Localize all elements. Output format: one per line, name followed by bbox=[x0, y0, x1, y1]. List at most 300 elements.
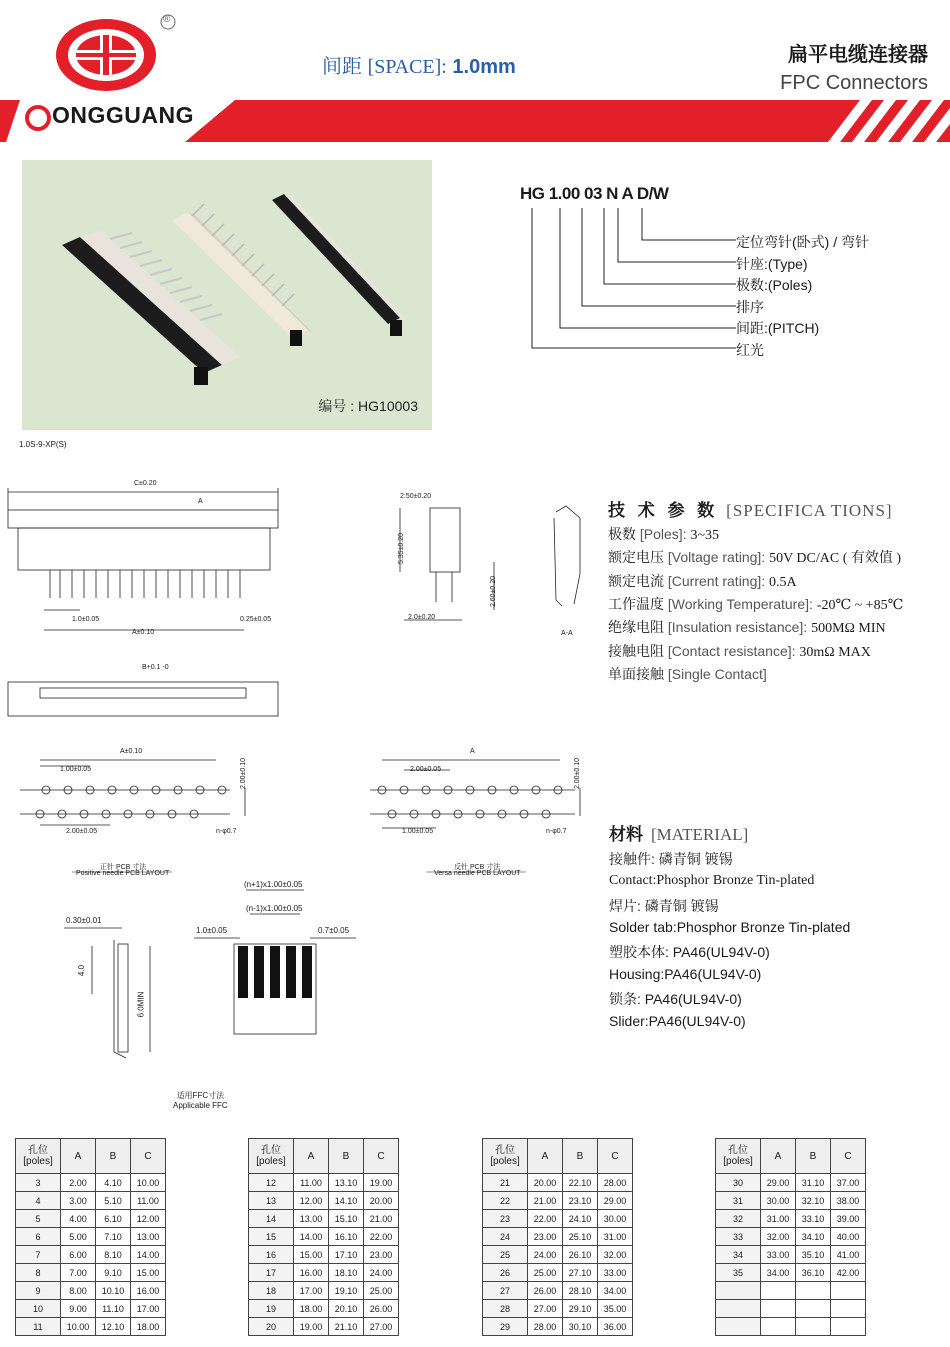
cell-poles: 11 bbox=[16, 1318, 61, 1336]
cell-poles bbox=[716, 1300, 761, 1318]
ffc-label-en: Applicable FFC bbox=[173, 1101, 228, 1110]
material-heading-en: [MATERIAL] bbox=[651, 825, 749, 844]
cell-value: 2.00 bbox=[61, 1174, 96, 1192]
table-row bbox=[483, 1300, 633, 1318]
cell-value: 19.10 bbox=[329, 1282, 364, 1300]
cell-value: 14.00 bbox=[131, 1246, 166, 1264]
table-row bbox=[249, 1318, 399, 1336]
cell-value: 12.10 bbox=[96, 1318, 131, 1336]
cell-value bbox=[831, 1318, 866, 1336]
cell-poles: 27 bbox=[483, 1282, 528, 1300]
header-b: B bbox=[563, 1139, 598, 1174]
dim-c: C±0.20 bbox=[134, 480, 157, 487]
pcb-rev-cn: 反针 PCB 寸法 bbox=[454, 864, 501, 871]
cell-poles: 18 bbox=[249, 1282, 294, 1300]
cell-value: 30.00 bbox=[761, 1192, 796, 1210]
model-tag: 1.0S-9-XP(S) bbox=[19, 440, 67, 449]
spec-en: [Poles]: bbox=[639, 526, 687, 542]
cell-value: 32.10 bbox=[796, 1192, 831, 1210]
cell-value: 26.00 bbox=[528, 1282, 563, 1300]
brand-name: ONGGUANG bbox=[52, 102, 194, 128]
cell-value: 18.00 bbox=[131, 1318, 166, 1336]
cell-poles: 14 bbox=[249, 1210, 294, 1228]
spec-row-contact-resistance bbox=[608, 641, 871, 661]
cell-value: 21.00 bbox=[364, 1210, 399, 1228]
spec-val: 500MΩ MIN bbox=[811, 621, 886, 636]
cell-poles: 16 bbox=[249, 1246, 294, 1264]
cell-value: 23.10 bbox=[563, 1192, 598, 1210]
pcb-rev-p1: 2.00±0.05 bbox=[410, 766, 442, 773]
cell-poles: 20 bbox=[249, 1318, 294, 1336]
cell-value: 20.10 bbox=[329, 1300, 364, 1318]
table-row bbox=[716, 1210, 866, 1228]
ffc-label bbox=[173, 1091, 228, 1111]
cell-value: 13.10 bbox=[329, 1174, 364, 1192]
material-heading-cn: 材料 bbox=[609, 825, 643, 844]
table-header-row bbox=[16, 1139, 166, 1174]
logo bbox=[56, 19, 156, 91]
cell-poles: 19 bbox=[249, 1300, 294, 1318]
cell-value: 19.00 bbox=[294, 1318, 329, 1336]
table-header-row bbox=[716, 1139, 866, 1174]
dim-side-lead: 2.60±0.20 bbox=[490, 575, 498, 608]
table-row bbox=[16, 1174, 166, 1192]
table-row bbox=[16, 1282, 166, 1300]
cell-value: 35.00 bbox=[598, 1300, 633, 1318]
table-row bbox=[249, 1300, 399, 1318]
table-row bbox=[716, 1300, 866, 1318]
cell-value bbox=[761, 1300, 796, 1318]
cell-value: 13.00 bbox=[294, 1210, 329, 1228]
cell-value: 9.00 bbox=[61, 1300, 96, 1318]
pcb-rev-en: Versa needle PCB LAYOUT bbox=[434, 870, 521, 877]
space-value: 1.0mm bbox=[452, 56, 516, 78]
spec-en: [Current rating]: bbox=[667, 573, 766, 589]
spec-cn: 额定电压 bbox=[608, 549, 664, 565]
ffc-w1: (n+1)x1.00±0.05 bbox=[244, 880, 303, 889]
pcb-rev-row: 2.00±0.10 bbox=[574, 757, 582, 790]
cell-value: 21.00 bbox=[528, 1192, 563, 1210]
cell-value: 26.10 bbox=[563, 1246, 598, 1264]
cell-poles: 29 bbox=[483, 1318, 528, 1336]
dim-side-base: 2.0±0.20 bbox=[408, 614, 436, 621]
cell-poles: 13 bbox=[249, 1192, 294, 1210]
cell-value: 29.00 bbox=[598, 1192, 633, 1210]
table-row bbox=[16, 1300, 166, 1318]
cell-poles bbox=[716, 1318, 761, 1336]
cell-value: 12.00 bbox=[294, 1192, 329, 1210]
cell-value: 5.00 bbox=[61, 1228, 96, 1246]
pn-label-0: 定位弯针(卧式) / 弯针 bbox=[736, 234, 869, 250]
cell-poles: 10 bbox=[16, 1300, 61, 1318]
cell-value bbox=[796, 1282, 831, 1300]
cell-value: 11.10 bbox=[96, 1300, 131, 1318]
cell-value: 17.00 bbox=[294, 1282, 329, 1300]
cell-value: 4.10 bbox=[96, 1174, 131, 1192]
table-row bbox=[16, 1210, 166, 1228]
table-row bbox=[716, 1228, 866, 1246]
cell-poles: 15 bbox=[249, 1228, 294, 1246]
cell-value: 10.00 bbox=[131, 1174, 166, 1192]
table-row bbox=[483, 1318, 633, 1336]
cell-poles: 31 bbox=[716, 1192, 761, 1210]
cell-value: 24.10 bbox=[563, 1210, 598, 1228]
cell-value: 28.00 bbox=[598, 1174, 633, 1192]
cell-value: 22.10 bbox=[563, 1174, 598, 1192]
dim-offset: 0.25±0.05 bbox=[240, 616, 272, 623]
dim-b: B+0.1 -0 bbox=[142, 664, 169, 671]
cell-value: 22.00 bbox=[528, 1210, 563, 1228]
table-row bbox=[716, 1192, 866, 1210]
header-poles: 孔位 [poles] bbox=[249, 1139, 294, 1174]
photo-caption: 编号 : HG10003 bbox=[318, 398, 418, 414]
cell-value: 7.10 bbox=[96, 1228, 131, 1246]
cell-value: 18.10 bbox=[329, 1264, 364, 1282]
cell-value: 15.00 bbox=[131, 1264, 166, 1282]
space-en: [SPACE]: bbox=[367, 56, 447, 78]
dim-a-mark: A bbox=[198, 498, 203, 505]
cell-poles: 3 bbox=[16, 1174, 61, 1192]
ffc-label-cn: 适用FFC寸法 bbox=[176, 1091, 225, 1100]
cell-value: 40.00 bbox=[831, 1228, 866, 1246]
cell-value: 42.00 bbox=[831, 1264, 866, 1282]
cell-value: 4.00 bbox=[61, 1210, 96, 1228]
material-row: Solder tab:Phosphor Bronze Tin-plated bbox=[609, 919, 851, 935]
cell-value: 25.00 bbox=[528, 1264, 563, 1282]
cell-poles: 6 bbox=[16, 1228, 61, 1246]
cell-value: 34.00 bbox=[761, 1264, 796, 1282]
spec-row-temperature bbox=[608, 594, 903, 614]
space-cn: 间距 bbox=[322, 56, 362, 78]
cell-value: 23.00 bbox=[364, 1246, 399, 1264]
ffc-h1: 4.0 bbox=[77, 964, 87, 977]
header-poles: 孔位 [poles] bbox=[483, 1139, 528, 1174]
material-row: Slider:PA46(UL94V-0) bbox=[609, 1013, 746, 1029]
cell-poles: 12 bbox=[249, 1174, 294, 1192]
cell-value: 17.10 bbox=[329, 1246, 364, 1264]
cell-poles: 30 bbox=[716, 1174, 761, 1192]
table-row bbox=[716, 1318, 866, 1336]
connector-illustration bbox=[22, 160, 432, 430]
material-row: 接触件: 磷青铜 镀锡 bbox=[609, 851, 733, 867]
table-row bbox=[483, 1282, 633, 1300]
cell-value: 16.00 bbox=[294, 1264, 329, 1282]
table-row bbox=[249, 1228, 399, 1246]
cell-poles: 21 bbox=[483, 1174, 528, 1192]
cell-value: 7.00 bbox=[61, 1264, 96, 1282]
cell-value: 32.00 bbox=[761, 1228, 796, 1246]
cell-value: 14.00 bbox=[294, 1228, 329, 1246]
header-c: C bbox=[364, 1139, 399, 1174]
header-c: C bbox=[831, 1139, 866, 1174]
cell-poles: 23 bbox=[483, 1210, 528, 1228]
spec-en: [Voltage rating]: bbox=[667, 549, 766, 565]
cell-value: 10.10 bbox=[96, 1282, 131, 1300]
table-header-row bbox=[249, 1139, 399, 1174]
spec-val: 3~35 bbox=[690, 528, 720, 543]
cell-value: 30.10 bbox=[563, 1318, 598, 1336]
spec-cn: 绝缘电阻 bbox=[608, 619, 664, 635]
cell-value: 28.00 bbox=[528, 1318, 563, 1336]
table-row bbox=[483, 1246, 633, 1264]
table-row bbox=[16, 1246, 166, 1264]
table-row bbox=[483, 1264, 633, 1282]
spec-cn: 工作温度 bbox=[608, 596, 664, 612]
spec-cn: 极数 bbox=[608, 526, 636, 542]
spec-row-poles bbox=[608, 524, 719, 544]
cell-poles: 24 bbox=[483, 1228, 528, 1246]
table-row bbox=[249, 1192, 399, 1210]
cell-value: 18.00 bbox=[294, 1300, 329, 1318]
header-poles: 孔位 [poles] bbox=[16, 1139, 61, 1174]
table-row bbox=[716, 1282, 866, 1300]
cell-value: 15.00 bbox=[294, 1246, 329, 1264]
cell-value: 14.10 bbox=[329, 1192, 364, 1210]
cell-value: 13.00 bbox=[131, 1228, 166, 1246]
cell-value: 20.00 bbox=[528, 1174, 563, 1192]
spec-cn: 接触电阻 bbox=[608, 643, 664, 659]
spec-cn: 额定电流 bbox=[608, 573, 664, 589]
cell-value: 31.10 bbox=[796, 1174, 831, 1192]
header-b: B bbox=[796, 1139, 831, 1174]
cell-value: 37.00 bbox=[831, 1174, 866, 1192]
cell-value: 11.00 bbox=[131, 1192, 166, 1210]
spec-en: [Insulation resistance]: bbox=[667, 619, 808, 635]
cell-value: 6.10 bbox=[96, 1210, 131, 1228]
cell-value: 39.00 bbox=[831, 1210, 866, 1228]
pcb-rev-p2: 1.00±0.05 bbox=[402, 828, 434, 835]
cell-value: 12.00 bbox=[131, 1210, 166, 1228]
page-title-cn: 扁平电缆连接器 bbox=[788, 44, 928, 66]
table-row bbox=[249, 1282, 399, 1300]
cell-value: 25.00 bbox=[364, 1282, 399, 1300]
cell-value: 11.00 bbox=[294, 1174, 329, 1192]
cell-value: 36.00 bbox=[598, 1318, 633, 1336]
cell-value bbox=[831, 1300, 866, 1318]
spec-row-single-contact bbox=[608, 664, 767, 684]
spec-heading bbox=[608, 496, 893, 521]
cell-value bbox=[796, 1300, 831, 1318]
cell-value: 20.00 bbox=[364, 1192, 399, 1210]
ffc-thickness: 0.30±0.01 bbox=[66, 916, 102, 925]
cell-poles: 28 bbox=[483, 1300, 528, 1318]
dim-pitch: 1.0±0.05 bbox=[72, 616, 100, 623]
header-c: C bbox=[598, 1139, 633, 1174]
table-row bbox=[249, 1210, 399, 1228]
cell-value: 27.10 bbox=[563, 1264, 598, 1282]
header-poles: 孔位 [poles] bbox=[716, 1139, 761, 1174]
pn-label-3: 排序 bbox=[736, 299, 764, 315]
cell-poles: 33 bbox=[716, 1228, 761, 1246]
cell-value: 16.00 bbox=[131, 1282, 166, 1300]
ffc-w2: (n-1)x1.00±0.05 bbox=[246, 904, 303, 913]
cell-poles: 8 bbox=[16, 1264, 61, 1282]
cell-value: 29.10 bbox=[563, 1300, 598, 1318]
cell-value: 3.00 bbox=[61, 1192, 96, 1210]
cell-poles: 26 bbox=[483, 1264, 528, 1282]
table-row bbox=[716, 1264, 866, 1282]
spec-en: [Contact resistance]: bbox=[667, 643, 796, 659]
cell-value: 17.00 bbox=[131, 1300, 166, 1318]
table-row bbox=[483, 1174, 633, 1192]
spec-row-current bbox=[608, 571, 797, 591]
material-heading bbox=[609, 820, 748, 845]
cell-value: 33.00 bbox=[598, 1264, 633, 1282]
table-row bbox=[16, 1318, 166, 1336]
section-label: A-A bbox=[561, 630, 573, 637]
cell-value: 16.10 bbox=[329, 1228, 364, 1246]
pole-table bbox=[482, 1138, 633, 1336]
header-a: A bbox=[761, 1139, 796, 1174]
pn-label-1: 针座:(Type) bbox=[736, 256, 808, 272]
material-row: 锁条: PA46(UL94V-0) bbox=[609, 991, 742, 1007]
cell-value: 38.00 bbox=[831, 1192, 866, 1210]
cell-value: 34.00 bbox=[598, 1282, 633, 1300]
dim-side-height: 5.35±0.20 bbox=[398, 532, 406, 565]
spacing-line bbox=[322, 50, 516, 79]
part-number-leaders bbox=[520, 200, 740, 360]
table-row bbox=[716, 1174, 866, 1192]
table-row bbox=[483, 1192, 633, 1210]
cell-value: 26.00 bbox=[364, 1300, 399, 1318]
ffc-h2: 6.0MIN bbox=[136, 991, 146, 1018]
dim-side-top: 2.50±0.20 bbox=[400, 493, 432, 500]
cell-value: 30.00 bbox=[598, 1210, 633, 1228]
pole-table bbox=[15, 1138, 166, 1336]
cell-value: 41.00 bbox=[831, 1246, 866, 1264]
cell-poles: 9 bbox=[16, 1282, 61, 1300]
material-row: Contact:Phosphor Bronze Tin-plated bbox=[609, 873, 815, 888]
pcb-pos-en: Positive needle PCB LAYOUT bbox=[76, 870, 170, 877]
cell-value: 31.00 bbox=[761, 1210, 796, 1228]
cell-value: 23.00 bbox=[528, 1228, 563, 1246]
cell-poles: 5 bbox=[16, 1210, 61, 1228]
cell-value: 25.10 bbox=[563, 1228, 598, 1246]
cell-value: 33.10 bbox=[796, 1210, 831, 1228]
table-header-row bbox=[483, 1139, 633, 1174]
pcb-rev-hole: n-φ0.7 bbox=[546, 828, 567, 835]
table-row bbox=[483, 1228, 633, 1246]
pcb-pos-p2: 2.00±0.05 bbox=[66, 828, 98, 835]
spec-en: [Working Temperature]: bbox=[667, 596, 813, 612]
cell-value: 33.00 bbox=[761, 1246, 796, 1264]
pn-label-4: 间距:(PITCH) bbox=[736, 320, 820, 336]
spec-en: [Single Contact] bbox=[667, 666, 767, 682]
cell-value: 8.00 bbox=[61, 1282, 96, 1300]
cell-poles bbox=[716, 1282, 761, 1300]
pcb-rev-a: A bbox=[470, 748, 475, 755]
table-row bbox=[483, 1210, 633, 1228]
cell-value: 27.00 bbox=[364, 1318, 399, 1336]
spec-val: 30mΩ MAX bbox=[799, 645, 871, 660]
cell-poles: 32 bbox=[716, 1210, 761, 1228]
cell-value bbox=[796, 1318, 831, 1336]
spec-heading-cn: 技 术 参 数 bbox=[608, 501, 719, 520]
cell-poles: 34 bbox=[716, 1246, 761, 1264]
cell-value bbox=[761, 1282, 796, 1300]
cell-value: 19.00 bbox=[364, 1174, 399, 1192]
pcb-pos-hole: n-φ0.7 bbox=[216, 828, 237, 835]
cell-value: 21.10 bbox=[329, 1318, 364, 1336]
cell-value: 9.10 bbox=[96, 1264, 131, 1282]
cell-value: 8.10 bbox=[96, 1246, 131, 1264]
cell-poles: 7 bbox=[16, 1246, 61, 1264]
table-row bbox=[16, 1228, 166, 1246]
spec-cn: 单面接触 bbox=[608, 666, 664, 682]
cell-poles: 4 bbox=[16, 1192, 61, 1210]
cell-value bbox=[761, 1318, 796, 1336]
cell-value: 36.10 bbox=[796, 1264, 831, 1282]
header-a: A bbox=[61, 1139, 96, 1174]
cell-value: 34.10 bbox=[796, 1228, 831, 1246]
table-row bbox=[249, 1174, 399, 1192]
pn-label-2: 极数:(Poles) bbox=[736, 277, 813, 293]
cell-value: 31.00 bbox=[598, 1228, 633, 1246]
technical-drawings bbox=[0, 470, 600, 1090]
cell-value: 15.10 bbox=[329, 1210, 364, 1228]
table-row bbox=[16, 1264, 166, 1282]
header-a: A bbox=[528, 1139, 563, 1174]
cell-value: 10.00 bbox=[61, 1318, 96, 1336]
cell-value: 35.10 bbox=[796, 1246, 831, 1264]
cell-value: 27.00 bbox=[528, 1300, 563, 1318]
spec-val: -20℃ ~ +85℃ bbox=[816, 598, 904, 613]
ffc-edge: 1.0±0.05 bbox=[196, 926, 228, 935]
cell-poles: 17 bbox=[249, 1264, 294, 1282]
cell-value: 24.00 bbox=[364, 1264, 399, 1282]
table-row bbox=[249, 1246, 399, 1264]
material-row: 塑胶本体: PA46(UL94V-0) bbox=[609, 944, 770, 960]
table-row bbox=[249, 1264, 399, 1282]
pole-table bbox=[248, 1138, 399, 1336]
header-b: B bbox=[96, 1139, 131, 1174]
pcb-pos-p1: 1.00±0.05 bbox=[60, 766, 92, 773]
spec-row-insulation bbox=[608, 617, 886, 637]
pn-label-5: 红光 bbox=[736, 342, 764, 358]
dim-a: A±0.10 bbox=[132, 629, 155, 636]
pole-table bbox=[715, 1138, 866, 1336]
spec-val: 0.5A bbox=[769, 575, 797, 590]
part-number-code: HG 1.00 03 N A D/W bbox=[520, 184, 669, 203]
table-row bbox=[716, 1246, 866, 1264]
cell-poles: 35 bbox=[716, 1264, 761, 1282]
ffc-cond: 0.7±0.05 bbox=[318, 926, 350, 935]
cell-value: 24.00 bbox=[528, 1246, 563, 1264]
header-b: B bbox=[329, 1139, 364, 1174]
header-c: C bbox=[131, 1139, 166, 1174]
spec-row-voltage bbox=[608, 547, 901, 567]
pcb-pos-cn: 正针 PCB 寸法 bbox=[100, 864, 147, 871]
cell-value: 28.10 bbox=[563, 1282, 598, 1300]
material-row: 焊片: 磷青铜 镀锡 bbox=[609, 898, 719, 914]
cell-value bbox=[831, 1282, 866, 1300]
table-row bbox=[16, 1192, 166, 1210]
page-title-en: FPC Connectors bbox=[780, 72, 928, 94]
registered-mark: ® bbox=[163, 14, 171, 25]
cell-value: 22.00 bbox=[364, 1228, 399, 1246]
pcb-pos-a: A±0.10 bbox=[120, 748, 143, 755]
cell-value: 6.00 bbox=[61, 1246, 96, 1264]
spec-val: 50V DC/AC ( 有效值 ) bbox=[769, 551, 902, 566]
cell-poles: 22 bbox=[483, 1192, 528, 1210]
cell-poles: 25 bbox=[483, 1246, 528, 1264]
pcb-pos-row: 2.00±0.10 bbox=[240, 757, 248, 790]
header-a: A bbox=[294, 1139, 329, 1174]
cell-value: 29.00 bbox=[761, 1174, 796, 1192]
cell-value: 32.00 bbox=[598, 1246, 633, 1264]
material-row: Housing:PA46(UL94V-0) bbox=[609, 966, 762, 982]
spec-heading-en: [SPECIFICA TIONS] bbox=[726, 501, 893, 520]
